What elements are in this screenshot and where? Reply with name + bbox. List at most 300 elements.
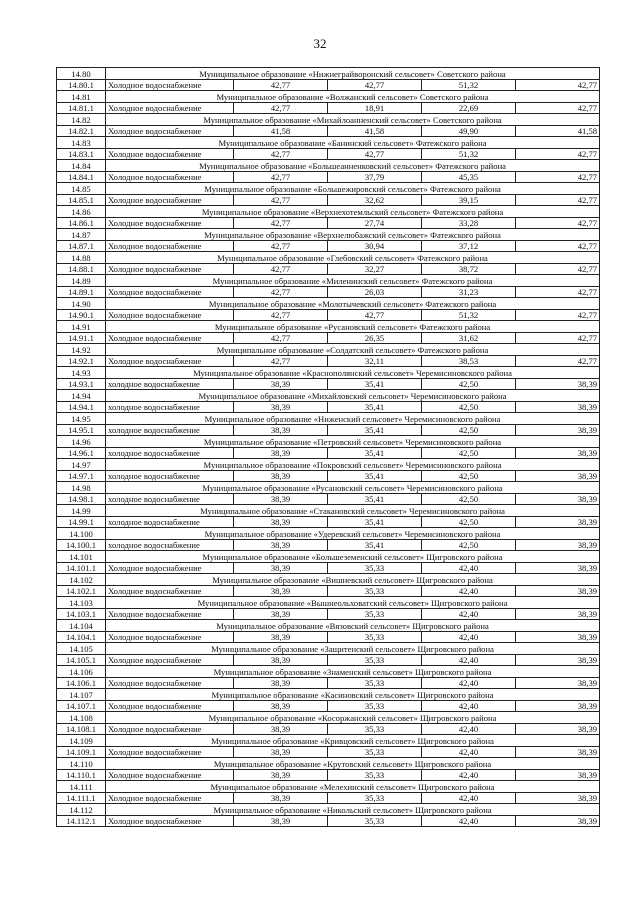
row-number: 14.84 bbox=[57, 160, 106, 172]
municipality-title: Муниципальное образование «Ниженский сельсовет» Черемисиновского района bbox=[106, 413, 600, 425]
tariff-row bbox=[57, 562, 600, 574]
tariff-row bbox=[57, 355, 600, 367]
tariff-row bbox=[57, 723, 600, 735]
row-number: 14.108 bbox=[57, 712, 106, 724]
tariff-row bbox=[57, 608, 600, 620]
tariff-row bbox=[57, 769, 600, 781]
row-number: 14.100.1 bbox=[57, 539, 106, 551]
municipality-title: Муниципальное образование «Защитенский сельсовет» Щигровского района bbox=[106, 643, 600, 655]
tariff-value-1: 38,39 bbox=[234, 539, 328, 551]
tariff-value-4: 42,77 bbox=[516, 79, 600, 91]
tariff-value-4: 38,39 bbox=[516, 562, 600, 574]
tariff-value-1: 41,58 bbox=[234, 125, 328, 137]
tariff-value-3: 42,40 bbox=[422, 746, 516, 758]
tariff-value-4: 42,77 bbox=[516, 355, 600, 367]
tariff-value-1: 42,77 bbox=[234, 355, 328, 367]
service-name: Холодное водоснабжение bbox=[106, 562, 234, 574]
tariff-value-4: 38,39 bbox=[516, 769, 600, 781]
row-number: 14.98.1 bbox=[57, 493, 106, 505]
tariff-value-3: 42,50 bbox=[422, 493, 516, 505]
tariff-row bbox=[57, 148, 600, 160]
tariff-value-2: 35,33 bbox=[328, 631, 422, 643]
row-number: 14.88.1 bbox=[57, 263, 106, 275]
tariff-value-2: 32,27 bbox=[328, 263, 422, 275]
tariff-value-3: 33,28 bbox=[422, 217, 516, 229]
row-number: 14.90.1 bbox=[57, 309, 106, 321]
tariff-value-2: 42,77 bbox=[328, 309, 422, 321]
tariff-value-3: 51,32 bbox=[422, 309, 516, 321]
tariff-value-4: 42,77 bbox=[516, 240, 600, 252]
row-number: 14.82.1 bbox=[57, 125, 106, 137]
municipality-title: Муниципальное образование «Касиновский сельсовет» Щигровского района bbox=[106, 689, 600, 701]
tariff-value-4: 38,39 bbox=[516, 677, 600, 689]
tariff-value-4: 38,39 bbox=[516, 378, 600, 390]
tariff-row bbox=[57, 240, 600, 252]
tariff-value-2: 27,74 bbox=[328, 217, 422, 229]
row-number: 14.110.1 bbox=[57, 769, 106, 781]
tariff-value-3: 49,90 bbox=[422, 125, 516, 137]
tariff-value-3: 42,40 bbox=[422, 677, 516, 689]
municipality-header-row bbox=[57, 344, 600, 356]
service-name: Холодное водоснабжение bbox=[106, 585, 234, 597]
row-number: 14.84.1 bbox=[57, 171, 106, 183]
municipality-title: Муниципальное образование «Миленинский сельсовет» Фатежского района bbox=[106, 275, 600, 287]
row-number: 14.108.1 bbox=[57, 723, 106, 735]
tariff-value-3: 42,50 bbox=[422, 447, 516, 459]
municipality-title: Муниципальное образование «Верхнехотемльский сельсовет» Фатежского района bbox=[106, 206, 600, 218]
row-number: 14.80 bbox=[57, 68, 106, 80]
tariff-value-3: 31,62 bbox=[422, 332, 516, 344]
tariff-value-4: 38,39 bbox=[516, 424, 600, 436]
tariff-value-2: 35,33 bbox=[328, 585, 422, 597]
municipality-title: Муниципальное образование «Никольский сельсовет» Щигровского района bbox=[106, 804, 600, 816]
tariff-value-2: 35,33 bbox=[328, 677, 422, 689]
tariff-row bbox=[57, 217, 600, 229]
municipality-header-row bbox=[57, 482, 600, 494]
row-number: 14.94.1 bbox=[57, 401, 106, 413]
tariff-value-1: 38,39 bbox=[234, 700, 328, 712]
tariff-value-4: 38,39 bbox=[516, 447, 600, 459]
row-number: 14.106 bbox=[57, 666, 106, 678]
tariff-value-4: 38,39 bbox=[516, 723, 600, 735]
municipality-header-row bbox=[57, 183, 600, 195]
tariff-row bbox=[57, 378, 600, 390]
tariff-value-3: 38,72 bbox=[422, 263, 516, 275]
service-name: Холодное водоснабжение bbox=[106, 332, 234, 344]
tariff-value-4: 42,77 bbox=[516, 148, 600, 160]
row-number: 14.90 bbox=[57, 298, 106, 310]
service-name: Холодное водоснабжение bbox=[106, 217, 234, 229]
municipality-title: Муниципальное образование «Удеревский сельсовет» Черемисиновского района bbox=[106, 528, 600, 540]
tariff-value-3: 42,40 bbox=[422, 723, 516, 735]
tariff-value-1: 38,39 bbox=[234, 608, 328, 620]
row-number: 14.106.1 bbox=[57, 677, 106, 689]
row-number: 14.103 bbox=[57, 597, 106, 609]
tariff-value-1: 42,77 bbox=[234, 217, 328, 229]
tariff-value-2: 35,33 bbox=[328, 608, 422, 620]
tariff-value-1: 38,39 bbox=[234, 447, 328, 459]
tariff-value-4: 42,77 bbox=[516, 102, 600, 114]
tariff-value-2: 35,41 bbox=[328, 447, 422, 459]
municipality-header-row bbox=[57, 160, 600, 172]
row-number: 14.85.1 bbox=[57, 194, 106, 206]
tariff-row bbox=[57, 746, 600, 758]
tariff-value-4: 42,77 bbox=[516, 217, 600, 229]
tariff-row bbox=[57, 654, 600, 666]
tariff-value-2: 35,33 bbox=[328, 700, 422, 712]
tariff-value-1: 42,77 bbox=[234, 102, 328, 114]
service-name: Холодное водоснабжение bbox=[106, 194, 234, 206]
tariff-value-3: 37,12 bbox=[422, 240, 516, 252]
tariff-value-3: 42,40 bbox=[422, 815, 516, 827]
tariff-row bbox=[57, 309, 600, 321]
tariff-value-2: 32,11 bbox=[328, 355, 422, 367]
municipality-header-row bbox=[57, 91, 600, 103]
service-name: Холодное водоснабжение bbox=[106, 263, 234, 275]
tariff-value-1: 42,77 bbox=[234, 309, 328, 321]
service-name: холодное водоснабжение bbox=[106, 516, 234, 528]
row-number: 14.99.1 bbox=[57, 516, 106, 528]
tariff-value-2: 35,41 bbox=[328, 516, 422, 528]
tariff-row bbox=[57, 539, 600, 551]
tariff-value-4: 42,77 bbox=[516, 332, 600, 344]
tariff-value-1: 42,77 bbox=[234, 148, 328, 160]
municipality-title: Муниципальное образование «Кривцовский сельсовет» Щигровского района bbox=[106, 735, 600, 747]
tariff-value-4: 42,77 bbox=[516, 171, 600, 183]
municipality-header-row bbox=[57, 597, 600, 609]
service-name: Холодное водоснабжение bbox=[106, 769, 234, 781]
tariff-value-2: 35,33 bbox=[328, 769, 422, 781]
service-name: Холодное водоснабжение bbox=[106, 148, 234, 160]
tariff-value-4: 42,77 bbox=[516, 286, 600, 298]
municipality-header-row bbox=[57, 114, 600, 126]
municipality-title: Муниципальное образование «Вязовский сельсовет» Щигровского района bbox=[106, 620, 600, 632]
municipality-header-row bbox=[57, 505, 600, 517]
municipality-header-row bbox=[57, 804, 600, 816]
row-number: 14.107.1 bbox=[57, 700, 106, 712]
tariff-row bbox=[57, 585, 600, 597]
row-number: 14.83 bbox=[57, 137, 106, 149]
row-number: 14.101.1 bbox=[57, 562, 106, 574]
page-number: 32 bbox=[313, 36, 327, 51]
service-name: холодное водоснабжение bbox=[106, 447, 234, 459]
row-number: 14.96.1 bbox=[57, 447, 106, 459]
row-number: 14.83.1 bbox=[57, 148, 106, 160]
tariff-row bbox=[57, 815, 600, 827]
municipality-title: Муниципальное образование «Михайловский сельсовет» Черемисиновского района bbox=[106, 390, 600, 402]
row-number: 14.97.1 bbox=[57, 470, 106, 482]
row-number: 14.80.1 bbox=[57, 79, 106, 91]
tariff-value-2: 35,41 bbox=[328, 424, 422, 436]
tariff-row bbox=[57, 677, 600, 689]
tariff-value-2: 26,03 bbox=[328, 286, 422, 298]
tariff-value-3: 42,40 bbox=[422, 585, 516, 597]
tariff-value-3: 38,53 bbox=[422, 355, 516, 367]
municipality-header-row bbox=[57, 68, 600, 80]
service-name: Холодное водоснабжение bbox=[106, 746, 234, 758]
tariff-value-1: 38,39 bbox=[234, 493, 328, 505]
row-number: 14.93 bbox=[57, 367, 106, 379]
tariff-value-3: 42,50 bbox=[422, 378, 516, 390]
service-name: Холодное водоснабжение bbox=[106, 309, 234, 321]
row-number: 14.112.1 bbox=[57, 815, 106, 827]
row-number: 14.100 bbox=[57, 528, 106, 540]
row-number: 14.81 bbox=[57, 91, 106, 103]
row-number: 14.93.1 bbox=[57, 378, 106, 390]
tariff-row bbox=[57, 700, 600, 712]
service-name: Холодное водоснабжение bbox=[106, 815, 234, 827]
tariff-value-1: 42,77 bbox=[234, 332, 328, 344]
tariff-value-4: 38,39 bbox=[516, 700, 600, 712]
row-number: 14.101 bbox=[57, 551, 106, 563]
tariff-value-4: 38,39 bbox=[516, 539, 600, 551]
tariff-value-2: 26,35 bbox=[328, 332, 422, 344]
row-number: 14.81.1 bbox=[57, 102, 106, 114]
tariff-value-3: 42,50 bbox=[422, 516, 516, 528]
municipality-title: Муниципальное образование «Большежировский сельсовет» Фатежского района bbox=[106, 183, 600, 195]
tariff-value-1: 42,77 bbox=[234, 171, 328, 183]
municipality-title: Муниципальное образование «Нижнеграйворонский сельсовет» Советского района bbox=[106, 68, 600, 80]
tariff-value-1: 42,77 bbox=[234, 240, 328, 252]
row-number: 14.89.1 bbox=[57, 286, 106, 298]
tariff-value-1: 38,39 bbox=[234, 470, 328, 482]
row-number: 14.109.1 bbox=[57, 746, 106, 758]
tariff-value-3: 42,50 bbox=[422, 539, 516, 551]
row-number: 14.111 bbox=[57, 781, 106, 793]
municipality-header-row bbox=[57, 712, 600, 724]
service-name: холодное водоснабжение bbox=[106, 493, 234, 505]
municipality-title: Муниципальное образование «Русановский сельсовет» Черемисиновского района bbox=[106, 482, 600, 494]
tariff-row bbox=[57, 631, 600, 643]
row-number: 14.91.1 bbox=[57, 332, 106, 344]
tariff-row bbox=[57, 516, 600, 528]
municipality-title: Муниципальное образование «Петровский сельсовет» Черемисиновского района bbox=[106, 436, 600, 448]
tariff-value-4: 42,77 bbox=[516, 309, 600, 321]
row-number: 14.111.1 bbox=[57, 792, 106, 804]
municipality-title: Муниципальное образование «Вишневский сельсовет» Щигровского района bbox=[106, 574, 600, 586]
tariff-row bbox=[57, 792, 600, 804]
tariff-value-4: 38,39 bbox=[516, 654, 600, 666]
tariff-value-2: 35,33 bbox=[328, 792, 422, 804]
tariff-value-1: 38,39 bbox=[234, 792, 328, 804]
tariff-value-2: 32,62 bbox=[328, 194, 422, 206]
tariff-value-2: 42,77 bbox=[328, 79, 422, 91]
service-name: холодное водоснабжение bbox=[106, 470, 234, 482]
municipality-header-row bbox=[57, 735, 600, 747]
service-name: Холодное водоснабжение bbox=[106, 723, 234, 735]
municipality-header-row bbox=[57, 229, 600, 241]
tariff-value-3: 42,40 bbox=[422, 792, 516, 804]
municipality-header-row bbox=[57, 321, 600, 333]
tariff-value-3: 42,40 bbox=[422, 562, 516, 574]
municipality-title: Муниципальное образование «Косоржанский сельсовет» Щигровского района bbox=[106, 712, 600, 724]
row-number: 14.82 bbox=[57, 114, 106, 126]
tariff-table bbox=[56, 67, 600, 827]
municipality-title: Муниципальное образование «Солдатский сельсовет» Фатежского района bbox=[106, 344, 600, 356]
municipality-title: Муниципальное образование «Вышнеольховатский сельсовет» Щигровского района bbox=[106, 597, 600, 609]
municipality-title: Муниципальное образование «Верхнелюбажский сельсовет» Фатежского района bbox=[106, 229, 600, 241]
service-name: Холодное водоснабжение bbox=[106, 171, 234, 183]
row-number: 14.87 bbox=[57, 229, 106, 241]
municipality-title: Муниципальное образование «Большеанненковский сельсовет» Фатежского района bbox=[106, 160, 600, 172]
tariff-value-4: 38,39 bbox=[516, 401, 600, 413]
row-number: 14.107 bbox=[57, 689, 106, 701]
municipality-header-row bbox=[57, 528, 600, 540]
tariff-row bbox=[57, 286, 600, 298]
row-number: 14.95 bbox=[57, 413, 106, 425]
tariff-value-1: 42,77 bbox=[234, 79, 328, 91]
service-name: Холодное водоснабжение bbox=[106, 79, 234, 91]
row-number: 14.87.1 bbox=[57, 240, 106, 252]
municipality-header-row bbox=[57, 689, 600, 701]
tariff-row bbox=[57, 470, 600, 482]
service-name: Холодное водоснабжение bbox=[106, 355, 234, 367]
service-name: холодное водоснабжение bbox=[106, 424, 234, 436]
tariff-value-3: 51,32 bbox=[422, 148, 516, 160]
tariff-value-4: 38,39 bbox=[516, 470, 600, 482]
tariff-value-4: 38,39 bbox=[516, 608, 600, 620]
tariff-value-2: 35,41 bbox=[328, 470, 422, 482]
tariff-value-1: 38,39 bbox=[234, 378, 328, 390]
municipality-header-row bbox=[57, 275, 600, 287]
tariff-value-2: 41,58 bbox=[328, 125, 422, 137]
row-number: 14.109 bbox=[57, 735, 106, 747]
tariff-value-4: 38,39 bbox=[516, 631, 600, 643]
tariff-value-2: 37,79 bbox=[328, 171, 422, 183]
tariff-row bbox=[57, 332, 600, 344]
tariff-value-2: 35,33 bbox=[328, 815, 422, 827]
tariff-value-1: 38,39 bbox=[234, 654, 328, 666]
tariff-value-1: 38,39 bbox=[234, 562, 328, 574]
tariff-row bbox=[57, 102, 600, 114]
municipality-header-row bbox=[57, 551, 600, 563]
tariff-value-4: 38,39 bbox=[516, 585, 600, 597]
tariff-value-2: 35,33 bbox=[328, 654, 422, 666]
municipality-header-row bbox=[57, 758, 600, 770]
row-number: 14.86 bbox=[57, 206, 106, 218]
tariff-value-4: 38,39 bbox=[516, 792, 600, 804]
row-number: 14.99 bbox=[57, 505, 106, 517]
tariff-value-4: 41,58 bbox=[516, 125, 600, 137]
service-name: холодное водоснабжение bbox=[106, 401, 234, 413]
tariff-value-2: 35,33 bbox=[328, 723, 422, 735]
service-name: холодное водоснабжение bbox=[106, 378, 234, 390]
tariff-value-1: 38,39 bbox=[234, 424, 328, 436]
tariff-value-1: 38,39 bbox=[234, 677, 328, 689]
service-name: Холодное водоснабжение bbox=[106, 125, 234, 137]
municipality-title: Муниципальное образование «Краснополянский сельсовет» Черемисиновского района bbox=[106, 367, 600, 379]
row-number: 14.98 bbox=[57, 482, 106, 494]
tariff-value-4: 38,39 bbox=[516, 493, 600, 505]
row-number: 14.103.1 bbox=[57, 608, 106, 620]
tariff-value-2: 18,91 bbox=[328, 102, 422, 114]
tariff-value-1: 38,39 bbox=[234, 746, 328, 758]
tariff-value-3: 22,69 bbox=[422, 102, 516, 114]
tariff-value-4: 38,39 bbox=[516, 746, 600, 758]
row-number: 14.97 bbox=[57, 459, 106, 471]
tariff-value-1: 42,77 bbox=[234, 194, 328, 206]
tariff-value-3: 42,40 bbox=[422, 608, 516, 620]
tariff-row bbox=[57, 447, 600, 459]
row-number: 14.85 bbox=[57, 183, 106, 195]
municipality-title: Муниципальное образование «Банинский сельсовет» Фатежского района bbox=[106, 137, 600, 149]
municipality-header-row bbox=[57, 620, 600, 632]
municipality-header-row bbox=[57, 781, 600, 793]
tariff-value-2: 42,77 bbox=[328, 148, 422, 160]
municipality-title: Муниципальное образование «Глебовский сельсовет» Фатежского района bbox=[106, 252, 600, 264]
tariff-value-2: 35,41 bbox=[328, 401, 422, 413]
tariff-value-1: 38,39 bbox=[234, 585, 328, 597]
row-number: 14.91 bbox=[57, 321, 106, 333]
tariff-value-3: 42,40 bbox=[422, 769, 516, 781]
tariff-value-3: 39,15 bbox=[422, 194, 516, 206]
row-number: 14.105.1 bbox=[57, 654, 106, 666]
tariff-value-3: 31,23 bbox=[422, 286, 516, 298]
tariff-value-1: 38,39 bbox=[234, 516, 328, 528]
municipality-header-row bbox=[57, 413, 600, 425]
tariff-value-2: 35,33 bbox=[328, 746, 422, 758]
tariff-value-1: 38,39 bbox=[234, 723, 328, 735]
municipality-title: Муниципальное образование «Молотычевский сельсовет» Фатежского района bbox=[106, 298, 600, 310]
row-number: 14.110 bbox=[57, 758, 106, 770]
tariff-value-2: 35,33 bbox=[328, 562, 422, 574]
service-name: Холодное водоснабжение bbox=[106, 240, 234, 252]
row-number: 14.104 bbox=[57, 620, 106, 632]
service-name: Холодное водоснабжение bbox=[106, 286, 234, 298]
municipality-header-row bbox=[57, 298, 600, 310]
tariff-row bbox=[57, 194, 600, 206]
municipality-header-row bbox=[57, 436, 600, 448]
row-number: 14.88 bbox=[57, 252, 106, 264]
tariff-value-3: 42,50 bbox=[422, 470, 516, 482]
service-name: Холодное водоснабжение bbox=[106, 700, 234, 712]
municipality-header-row bbox=[57, 666, 600, 678]
row-number: 14.102 bbox=[57, 574, 106, 586]
municipality-header-row bbox=[57, 574, 600, 586]
municipality-title: Муниципальное образование «Знаменский сельсовет» Щигровского района bbox=[106, 666, 600, 678]
row-number: 14.96 bbox=[57, 436, 106, 448]
tariff-value-2: 35,41 bbox=[328, 378, 422, 390]
tariff-row bbox=[57, 79, 600, 91]
municipality-title: Муниципальное образование «Стакановский сельсовет» Черемисиновского района bbox=[106, 505, 600, 517]
tariff-row bbox=[57, 401, 600, 413]
service-name: Холодное водоснабжение bbox=[106, 654, 234, 666]
tariff-value-3: 42,50 bbox=[422, 401, 516, 413]
tariff-value-1: 38,39 bbox=[234, 631, 328, 643]
municipality-title: Муниципальное образование «Большеземенский сельсовет» Щигровского района bbox=[106, 551, 600, 563]
row-number: 14.94 bbox=[57, 390, 106, 402]
row-number: 14.86.1 bbox=[57, 217, 106, 229]
row-number: 14.92.1 bbox=[57, 355, 106, 367]
municipality-title: Муниципальное образование «Михайлоанненский сельсовет» Советского района bbox=[106, 114, 600, 126]
tariff-value-1: 38,39 bbox=[234, 815, 328, 827]
row-number: 14.105 bbox=[57, 643, 106, 655]
tariff-value-1: 38,39 bbox=[234, 769, 328, 781]
municipality-title: Муниципальное образование «Крутовский сельсовет» Щигровского района bbox=[106, 758, 600, 770]
service-name: Холодное водоснабжение bbox=[106, 677, 234, 689]
tariff-value-4: 42,77 bbox=[516, 194, 600, 206]
tariff-row bbox=[57, 493, 600, 505]
tariff-row bbox=[57, 171, 600, 183]
municipality-title: Муниципальное образование «Волжанский сельсовет» Советского района bbox=[106, 91, 600, 103]
tariff-value-3: 42,40 bbox=[422, 700, 516, 712]
tariff-value-3: 42,40 bbox=[422, 654, 516, 666]
tariff-value-1: 38,39 bbox=[234, 401, 328, 413]
service-name: Холодное водоснабжение bbox=[106, 792, 234, 804]
tariff-value-3: 42,40 bbox=[422, 631, 516, 643]
municipality-header-row bbox=[57, 459, 600, 471]
municipality-title: Муниципальное образование «Покровский сельсовет» Черемисиновского района bbox=[106, 459, 600, 471]
